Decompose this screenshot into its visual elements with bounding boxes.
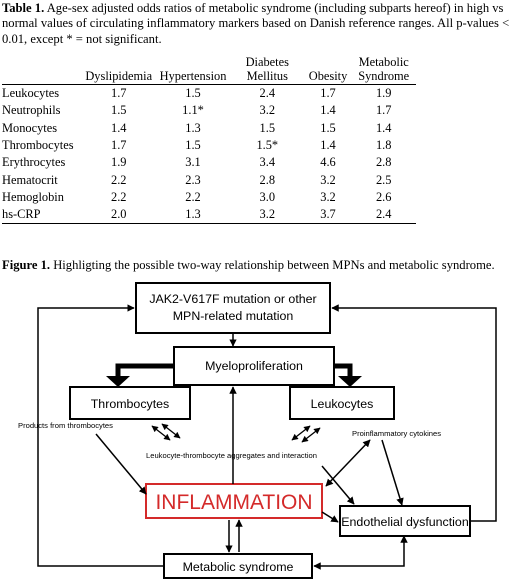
table-cell: 1.9 xyxy=(111,155,127,170)
arrow-cytokines-endothelial xyxy=(382,440,402,505)
products-from-thrombocytes-label: Products from thrombocytes xyxy=(18,421,113,430)
table-cell: 4.6 xyxy=(320,155,336,170)
table-cell: 1.7 xyxy=(111,138,127,153)
table-cell: 3.0 xyxy=(259,189,276,204)
aggregates-label: Leukocyte-thrombocyte aggregates and interaction xyxy=(146,451,317,460)
table-cell: 2.3 xyxy=(185,172,201,187)
table-cell: 1.5 xyxy=(259,120,276,135)
figure-caption-label: Figure 1. xyxy=(2,258,51,272)
column-header: Diabetes Mellitus xyxy=(230,55,305,85)
table-cell: 2.2 xyxy=(111,189,127,204)
table-cell: 2.2 xyxy=(185,189,201,204)
table-cell: 1.5 xyxy=(111,103,127,118)
column-header: Obesity xyxy=(305,55,352,85)
table-cell: 3.1 xyxy=(185,155,201,170)
row-label: Hematocrit xyxy=(2,172,58,187)
table-cell: 1.8 xyxy=(375,138,392,153)
table-cell: 2.5 xyxy=(375,172,392,187)
row-label: Hemoglobin xyxy=(2,189,64,204)
table-cell: 1.4 xyxy=(111,120,127,135)
thrombocytes-label: Thrombocytes xyxy=(90,397,170,411)
table-cell: 3.2 xyxy=(230,206,305,224)
table-cell: 1.5* xyxy=(256,138,279,153)
row-label: Leukocytes xyxy=(2,86,60,101)
table-cell: 3.2 xyxy=(259,103,276,118)
table-cell: 2.0 xyxy=(81,206,156,224)
arrow-inflammation-endothelial xyxy=(322,512,338,522)
table-caption-text: Age-sex adjusted odds ratios of metabolic syndrome (including subparts hereof) in high vs normal values of circulating inflammatory markers based on Danish reference ranges. All p-values < 0.01, except * = not significant. xyxy=(2,1,510,46)
column-header: Metabolic Syndrome xyxy=(351,55,416,85)
table-cell: 3.2 xyxy=(320,189,336,204)
leukocytes-label: Leukocytes xyxy=(310,397,374,411)
thick-arrow-to-leukocytes xyxy=(334,366,350,376)
table-cell: 2.4 xyxy=(351,206,416,224)
table-cell: 1.1* xyxy=(182,103,204,118)
table-cell: 2.8 xyxy=(259,172,276,187)
myeloproliferation-label: Myeloproliferation xyxy=(205,359,303,373)
arrow-metabolic-loop-to-jak2 xyxy=(38,308,164,566)
table-cell: 2.8 xyxy=(375,155,392,170)
table-cell: 1.5 xyxy=(185,86,201,101)
table-cell: 2.2 xyxy=(111,172,127,187)
table-cell: 1.4 xyxy=(320,103,336,118)
table-cell: 1.7 xyxy=(320,86,336,101)
arrow-products-to-inflammation xyxy=(96,434,146,494)
row-label: Neutrophils xyxy=(2,103,61,118)
jak2-mutation-box xyxy=(136,283,330,333)
table-cell: 3.4 xyxy=(259,155,276,170)
jak2-label-line2: MPN-related mutation xyxy=(172,309,294,323)
jak2-label-line1: JAK2-V617F mutation or other xyxy=(149,292,317,306)
metabolic-label: Metabolic syndrome xyxy=(182,560,294,574)
table-cell: 3.2 xyxy=(320,172,336,187)
proinflammatory-label: Proinflammatory cytokines xyxy=(352,429,442,438)
row-label: hs-CRP xyxy=(2,206,81,224)
column-header: Hypertension xyxy=(156,55,230,85)
table-cell: 1.7 xyxy=(111,86,127,101)
table-cell: 3.7 xyxy=(305,206,352,224)
table-cell: 2.6 xyxy=(375,189,392,204)
table-cell: 2.4 xyxy=(259,86,276,101)
table-cell: 1.5 xyxy=(320,120,336,135)
table-caption-label: Table 1. xyxy=(2,1,45,15)
table-cell: 1.9 xyxy=(375,86,392,101)
table-cell: 1.4 xyxy=(320,138,336,153)
endothelial-label: Endothelial dysfunction xyxy=(341,515,469,529)
row-label: Monocytes xyxy=(2,120,58,135)
figure-caption-text: Highligting the possible two-way relationship between MPNs and metabolic syndrome. xyxy=(50,258,495,272)
table-cell: 1.4 xyxy=(375,120,392,135)
inflammation-label: INFLAMMATION xyxy=(155,491,313,514)
table-cell: 1.3 xyxy=(156,206,230,224)
table-cell: 1.5 xyxy=(185,138,201,153)
thick-arrow-to-thrombocytes xyxy=(118,366,174,376)
column-header: Dyslipidemia xyxy=(81,55,156,85)
table-cell: 1.3 xyxy=(185,120,201,135)
arrow-endothelial-metabolic xyxy=(314,536,404,566)
thick-arrow-head-thrombocytes xyxy=(106,376,130,387)
row-label: Erythrocytes xyxy=(2,155,66,170)
table-cell: 1.7 xyxy=(375,103,392,118)
thick-arrow-head-leukocytes xyxy=(338,376,362,387)
row-label: Thrombocytes xyxy=(2,138,74,153)
